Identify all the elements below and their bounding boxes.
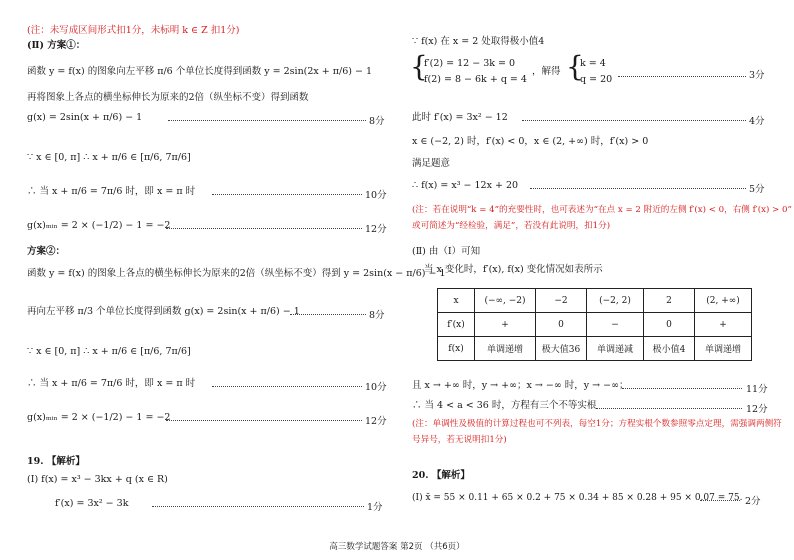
leader-dots xyxy=(166,420,362,421)
solution-k: k = 4 xyxy=(580,58,606,69)
table-cell: − xyxy=(587,313,644,337)
plan2-line4: ∴ 当 x + π/6 = 7π/6 时，即 x = π 时 xyxy=(27,378,196,389)
solution-q: q = 20 xyxy=(580,74,613,85)
q19-header: 19. 【解析】 xyxy=(27,456,85,467)
table-cell: 0 xyxy=(644,313,695,337)
scoring-note: (注：未写成区间形式扣1分，未标明 k ∈ Z 扣1分) xyxy=(27,25,240,36)
monotonic-line: x ∈ (−2, 2) 时，f′(x) < 0，x ∈ (2, +∞) 时，f′(x) > 0 xyxy=(412,136,649,147)
system-eq2: f(2) = 8 − 6k + q = 4 xyxy=(424,74,527,85)
table-cell: 极大值36 xyxy=(536,337,587,361)
function-result: ∴ f(x) = x³ − 12x + 20 xyxy=(412,180,519,191)
score: 12分 xyxy=(746,404,768,415)
score: 2分 xyxy=(745,496,761,507)
leader-dots xyxy=(618,76,746,77)
plan1-line4: ∵ x ∈ [0, π] ∴ x + π/6 ∈ [π/6, 7π/6] xyxy=(27,152,191,163)
leader-dots xyxy=(596,408,742,409)
plan2-header: 方案②： xyxy=(27,246,66,257)
plan1-line6: g(x)ₘᵢₙ = 2 × (−1/2) − 1 = −2 xyxy=(27,220,171,231)
score: 10分 xyxy=(365,190,387,201)
table-cell: x xyxy=(438,289,475,313)
plan1-line3: g(x) = 2sin(x + π/6) − 1 xyxy=(27,112,143,123)
table-cell: 单调递增 xyxy=(695,337,752,361)
q19-right-line1: ∵ f(x) 在 x = 2 处取得极小值4 xyxy=(412,36,545,47)
table-cell: (−∞, −2) xyxy=(475,289,536,313)
roots-conclusion: ∴ 当 4 < a < 36 时，方程有三个不等实根 xyxy=(412,400,597,411)
part2-from-part1: (Ⅱ) 由（Ⅰ）可知 xyxy=(412,246,481,257)
variation-table xyxy=(437,288,752,361)
part2-header: (Ⅱ) 方案①： xyxy=(27,40,86,51)
q20-header: 20. 【解析】 xyxy=(412,470,470,481)
note-table-2: 号异号，若无说明扣1分) xyxy=(412,435,507,445)
score: 8分 xyxy=(369,310,385,321)
table-cell: 0 xyxy=(536,313,587,337)
leader-dots xyxy=(290,314,366,315)
table-cell: f(x) xyxy=(438,337,475,361)
leader-dots xyxy=(212,194,362,195)
table-row xyxy=(438,289,752,313)
system-eq1: f′(2) = 12 − 3k = 0 xyxy=(424,58,516,69)
score: 1分 xyxy=(367,502,383,513)
score: 11分 xyxy=(746,384,768,395)
table-cell: f′(x) xyxy=(438,313,475,337)
table-cell: 2 xyxy=(644,289,695,313)
leader-dots xyxy=(168,120,366,121)
plan2-line5: g(x)ₘᵢₙ = 2 × (−1/2) − 1 = −2 xyxy=(27,412,171,423)
page-footer: 高三数学试题答案 第2页 （共6页） xyxy=(329,542,465,552)
table-cell: 极小值4 xyxy=(644,337,695,361)
score: 3分 xyxy=(749,70,765,81)
leader-dots xyxy=(700,500,740,501)
note-table-1: (注：单调性及极值的计算过程也可不列表，每空1分；方程实根个数参照零点定理，需强调两侧符 xyxy=(412,419,782,429)
limit-line: 且 x → +∞ 时，y → +∞；x → −∞ 时，y → −∞； xyxy=(412,380,629,391)
leader-dots xyxy=(622,388,742,389)
table-cell: −2 xyxy=(536,289,587,313)
q19-line1: (Ⅰ) f(x) = x³ − 3kx + q (x ∈ R) xyxy=(27,474,168,485)
score: 12分 xyxy=(365,224,387,235)
table-cell: (−2, 2) xyxy=(587,289,644,313)
table-cell: (2, +∞) xyxy=(695,289,752,313)
leader-dots xyxy=(212,386,362,387)
leader-dots xyxy=(522,120,746,121)
table-row xyxy=(438,313,752,337)
leader-dots xyxy=(530,188,746,189)
q19-line2: f′(x) = 3x² − 3k xyxy=(55,498,129,509)
table-cell: + xyxy=(695,313,752,337)
plan1-line1: 函数 y = f(x) 的图象向左平移 π/6 个单位长度得到函数 y = 2sin(2x + π/6) − 1 xyxy=(27,66,373,77)
score: 10分 xyxy=(365,382,387,393)
satisfy-line: 满足题意 xyxy=(412,158,451,169)
note-k-condition-2: 或可简述为“经检验，满足”，若没有此说明，扣1分) xyxy=(412,221,611,231)
table-cell: 单调递增 xyxy=(475,337,536,361)
table-cell: + xyxy=(475,313,536,337)
plan2-line2: 再向左平移 π/3 个单位长度得到函数 g(x) = 2sin(x + π/6) − 1 xyxy=(27,306,300,317)
table-row xyxy=(438,337,752,361)
plan1-line5: ∴ 当 x + π/6 = 7π/6 时，即 x = π 时 xyxy=(27,186,196,197)
plan2-line1: 函数 y = f(x) 的图象上各点的横坐标伸长为原来的2倍（纵坐标不变）得到 y = 2sin(x − π/6) − 1 xyxy=(27,268,446,279)
q20-mean-line: (Ⅰ) x̄ = 55 × 0.11 + 65 × 0.2 + 75 × 0.34 + 85 × 0.28 + 95 × 0.07 = 75. xyxy=(412,493,743,503)
score: 5分 xyxy=(749,184,765,195)
score: 8分 xyxy=(369,116,385,127)
note-k-condition-1: (注：若在说明“k = 4”的充要性时，也可表述为“在点 x = 2 附近的左侧 f′(x) < 0，右侧 f′(x) > 0” xyxy=(412,205,792,215)
plan1-line2: 再将图象上各点的横坐标伸长为原来的2倍（纵坐标不变）得到函数 xyxy=(27,92,309,103)
table-cell: 单调递减 xyxy=(587,337,644,361)
leader-dots xyxy=(166,228,362,229)
system-solve-label: ，解得 xyxy=(532,66,561,77)
score: 4分 xyxy=(749,116,765,127)
derivative-line: 此时 f′(x) = 3x² − 12 xyxy=(412,112,508,123)
score: 12分 xyxy=(365,416,387,427)
system-brace: { xyxy=(410,50,428,83)
leader-dots xyxy=(152,506,364,507)
solution-brace: { xyxy=(566,50,584,83)
table-intro: 当 x 变化时，f′(x), f(x) 变化情况如表所示 xyxy=(424,264,603,275)
plan2-line3: ∵ x ∈ [0, π] ∴ x + π/6 ∈ [π/6, 7π/6] xyxy=(27,346,191,357)
